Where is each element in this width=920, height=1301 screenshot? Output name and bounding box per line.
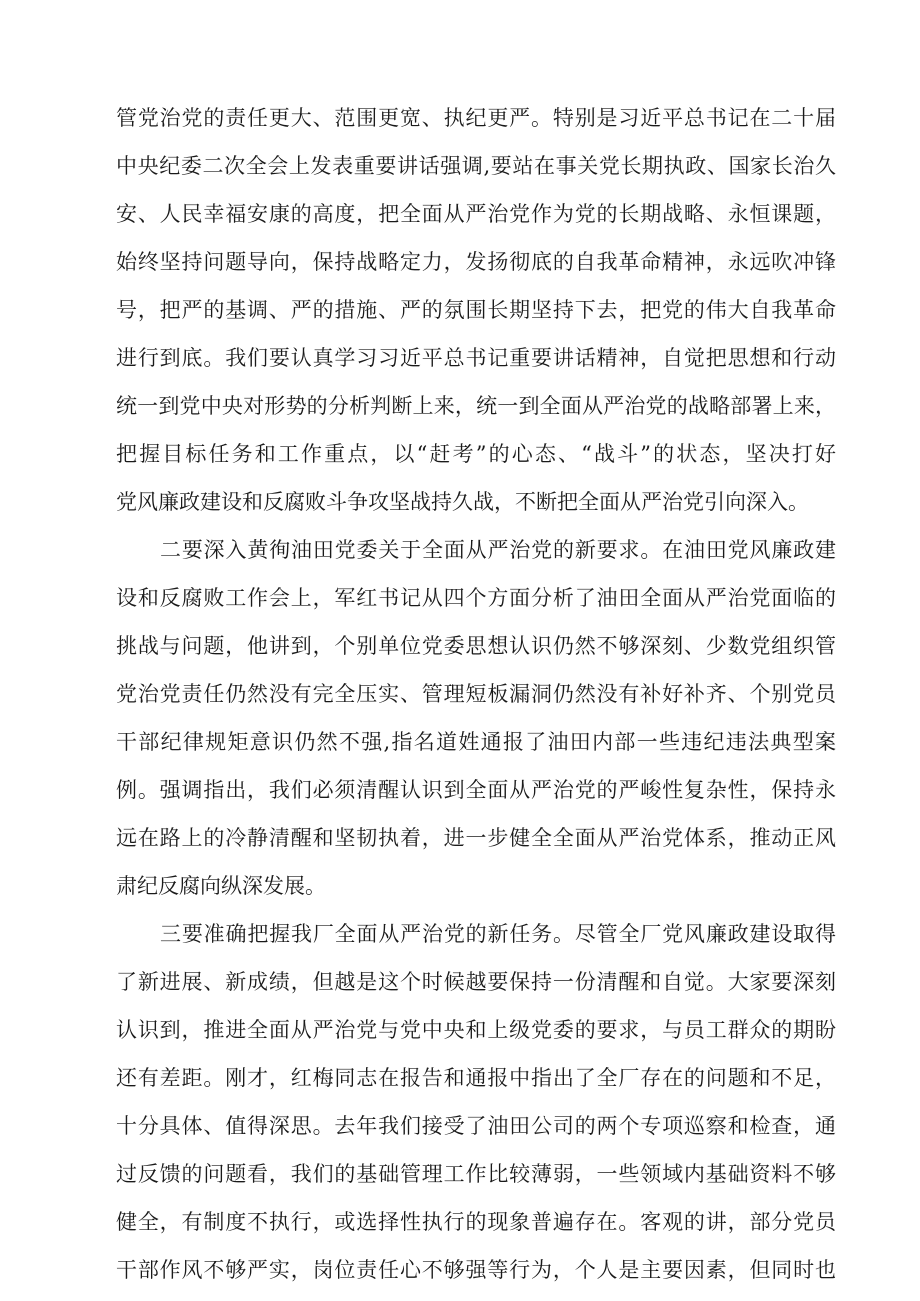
text-line: 肃纪反腐向纵深发展。 — [116, 874, 326, 898]
text-line: 始终坚持问题导向，保持战略定力，发扬彻底的自我革命精神，永远吹冲锋 — [116, 250, 836, 274]
text-line: 健全，有制度不执行，或选择性执行的现象普遍存在。客观的讲，部分党员 — [116, 1210, 836, 1234]
text-line: 远在路上的冷静清醒和坚韧执着，进一步健全全面从严治党体系，推动正风 — [116, 826, 836, 850]
text-line: 挑战与问题，他讲到，个别单位党委思想认识仍然不够深刻、少数党组织管 — [116, 634, 836, 658]
text-line: 干部纪律规矩意识仍然不强,指名道姓通报了油田内部一些违纪违法典型案 — [116, 730, 836, 754]
text-line: 认识到，推进全面从严治党与党中央和上级党委的要求，与员工群众的期盼 — [116, 1018, 836, 1042]
text-line: 过反馈的问题看，我们的基础管理工作比较薄弱，一些领域内基础资料不够 — [116, 1162, 836, 1186]
text-line: 党风廉政建设和反腐败斗争攻坚战持久战，不断把全面从严治党引向深入。 — [116, 490, 809, 514]
paragraph-first-line: 三要准确把握我厂全面从严治党的新任务。尽管全厂党风廉政建设取得 — [160, 922, 836, 946]
text-line: 把握目标任务和工作重点，以“赶考”的心态、“战斗”的状态，坚决打好 — [116, 442, 836, 466]
text-line: 中央纪委二次全会上发表重要讲话强调,要站在事关党长期执政、国家长治久 — [116, 154, 836, 178]
text-line: 党治党责任仍然没有完全压实、管理短板漏洞仍然没有补好补齐、个别党员 — [116, 682, 836, 706]
text-line: 还有差距。刚才，红梅同志在报告和通报中指出了全厂存在的问题和不足， — [116, 1066, 836, 1090]
text-line: 管党治党的责任更大、范围更宽、执纪更严。特别是习近平总书记在二十届 — [116, 106, 836, 130]
text-line: 安、人民幸福安康的高度，把全面从严治党作为党的长期战略、永恒课题， — [116, 202, 836, 226]
text-line: 设和反腐败工作会上，军红书记从四个方面分析了油田全面从严治党面临的 — [116, 586, 836, 610]
text-line: 统一到党中央对形势的分析判断上来，统一到全面从严治党的战略部署上来， — [116, 394, 836, 418]
text-line: 干部作风不够严实，岗位责任心不够强等行为，个人是主要因素，但同时也 — [116, 1258, 836, 1282]
text-line: 十分具体、值得深思。去年我们接受了油田公司的两个专项巡察和检查，通 — [116, 1114, 836, 1138]
text-line: 进行到底。我们要认真学习习近平总书记重要讲话精神，自觉把思想和行动 — [116, 346, 836, 370]
text-line: 例。强调指出，我们必须清醒认识到全面从严治党的严峻性复杂性，保持永 — [116, 778, 836, 802]
text-line: 了新进展、新成绩，但越是这个时候越要保持一份清醒和自觉。大家要深刻 — [116, 970, 836, 994]
text-line: 号，把严的基调、严的措施、严的氛围长期坚持下去，把党的伟大自我革命 — [116, 298, 836, 322]
paragraph-first-line: 二要深入黄徇油田党委关于全面从严治党的新要求。在油田党风廉政建 — [160, 538, 836, 562]
